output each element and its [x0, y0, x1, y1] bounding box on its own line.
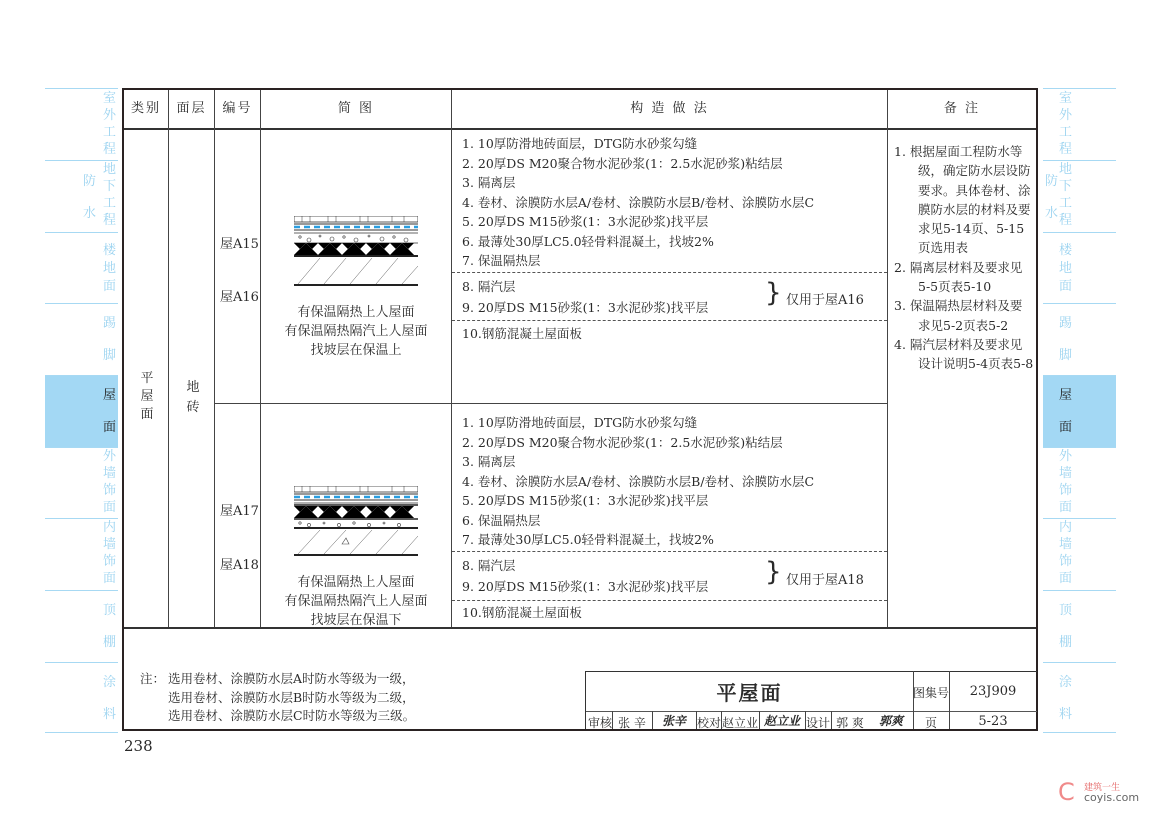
step: 2. 20厚DS M20聚合物水泥砂浆(1：2.5水泥砂浆)粘结层 [462, 155, 783, 171]
step: 5. 20厚DS M15砂浆(1：3水泥砂浆)找平层 [462, 493, 709, 508]
tab-coatings[interactable]: 涂 料 [45, 662, 118, 733]
header-code: 编号 [222, 101, 253, 116]
step: 4. 卷材、涂膜防水层A/卷材、涂膜防水层B/卷材、涂膜防水层C [462, 473, 815, 489]
col-divider [168, 90, 169, 627]
step: 7. 最薄处30厚LC5.0轻骨料混凝土，找坡2% [462, 532, 714, 547]
step: 1. 10厚防滑地砖面层，DTG防水砂浆勾缝 [462, 136, 698, 151]
col-divider [451, 90, 452, 627]
design-label: 设计 [806, 716, 831, 730]
tab-interior-wall-finish[interactable]: 内 墙 饰 面 [1043, 518, 1116, 590]
diagram-caption-a15-a16 [261, 303, 451, 360]
tab-floors[interactable]: 楼 地 面 [45, 232, 118, 303]
step: 6. 最薄处30厚LC5.0轻骨料混凝土，找坡2% [462, 233, 714, 249]
code-a18: 屋A18 [220, 558, 259, 573]
col-divider [214, 90, 215, 627]
step: 1. 10厚防滑地砖面层，DTG防水砂浆勾缝 [462, 415, 698, 430]
diagram-caption-a17-a18 [261, 573, 451, 630]
optional-note-a16: 仅用于屋A16 [786, 293, 864, 308]
step: 8. 隔汽层 [462, 558, 516, 573]
sheet-page-number: 5-23 [978, 714, 1008, 729]
construction-steps-a15-a16 [462, 134, 814, 271]
header-remarks: 备 注 [943, 101, 981, 116]
code-a17: 屋A17 [220, 504, 259, 519]
code-a16: 屋A16 [220, 290, 259, 305]
dashed-divider [452, 272, 887, 273]
category-cell: 平屋面 [140, 371, 154, 422]
footnote-line: 选用卷材、涂膜防水层B时防水等级为二级， [168, 689, 415, 705]
dashed-divider [452, 600, 887, 601]
checker-name: 赵立业 [722, 716, 759, 730]
tab-skirting[interactable]: 踢 脚 [45, 303, 118, 375]
drawing-title: 平屋面 [716, 681, 783, 705]
footnote-line: 选用卷材、涂膜防水层C时防水等级为三级。 [168, 708, 416, 723]
optional-steps-a17-a18 [462, 555, 708, 597]
tab-waterproofing-underground[interactable]: 防 水 地 下 工 程 [45, 160, 118, 232]
roof-section-diagram-a17-a18 [294, 486, 418, 558]
tab-coatings[interactable]: 涂 料 [1043, 662, 1116, 733]
tab-waterproofing-underground[interactable]: 防 水 地 下 工 程 [1043, 160, 1116, 232]
header-construction: 构 造 做 法 [630, 101, 709, 116]
tab-exterior-wall-finish[interactable]: 外 墙 饰 面 [45, 447, 118, 518]
tab-floors[interactable]: 楼 地 面 [1043, 232, 1116, 303]
step: 9. 20厚DS M15砂浆(1：3水泥砂浆)找平层 [462, 579, 709, 594]
step: 3. 隔离层 [462, 175, 516, 190]
brace-icon: } [765, 557, 782, 587]
remarks-list [894, 142, 1034, 374]
footnote-line: 选用卷材、涂膜防水层A时防水等级为一级， [168, 671, 415, 686]
step-last-a15-a16: 10.钢筋混凝土屋面板 [462, 326, 582, 341]
atlas-number: 23J909 [969, 684, 1017, 699]
header-diagram: 简 图 [337, 101, 375, 116]
checker-signature: 赵立业 [763, 714, 800, 728]
check-label: 校对 [697, 716, 722, 730]
caption-line: 找坡层在保温上 [310, 343, 402, 358]
title-block [585, 671, 1037, 729]
construction-steps-a17-a18 [462, 413, 814, 550]
remark-item: 2. 隔离层材料及要求见5-5页表5-10 [894, 259, 1023, 295]
step: 3. 隔离层 [462, 454, 516, 469]
drawing-sheet [122, 88, 1038, 731]
step: 7. 保温隔热层 [462, 253, 541, 268]
remark-item: 1. 根据屋面工程防水等级，确定防水层设防要求。具体卷材、涂膜防水层的材料及要求见5-14页、5-15页选用表 [894, 144, 1031, 256]
reviewer-name: 张 辛 [618, 716, 646, 730]
designer-name: 郭 爽 [836, 716, 864, 730]
review-label: 审核 [588, 716, 613, 730]
caption-line: 有保温隔热上人屋面 [297, 305, 415, 320]
footnote-prefix: 注： [140, 671, 166, 686]
optional-note-a18: 仅用于屋A18 [786, 573, 864, 588]
page-label: 页 [924, 716, 937, 730]
right-section-tabs [1043, 88, 1116, 733]
designer-signature: 郭爽 [878, 714, 903, 728]
tab-interior-wall-finish[interactable]: 内 墙 饰 面 [45, 518, 118, 590]
caption-line: 有保温隔热上人屋面 [297, 575, 415, 590]
tab-ceiling[interactable]: 顶 棚 [1043, 590, 1116, 662]
remark-item: 4. 隔汽层材料及要求见设计说明5-4页表5-8 [894, 336, 1034, 372]
watermark-domain: coyis.com [1084, 791, 1140, 804]
tab-outdoor-works[interactable]: 室 外 工 程 [1043, 88, 1116, 160]
tab-roof[interactable]: 屋 面 [45, 375, 118, 447]
optional-steps-a15-a16 [462, 276, 708, 318]
step: 4. 卷材、涂膜防水层A/卷材、涂膜防水层B/卷材、涂膜防水层C [462, 194, 815, 210]
caption-line: 找坡层在保温下 [310, 613, 402, 628]
step: 2. 20厚DS M20聚合物水泥砂浆(1：2.5水泥砂浆)粘结层 [462, 434, 783, 450]
caption-line: 有保温隔热隔汽上人屋面 [284, 594, 428, 609]
reviewer-signature: 张辛 [661, 714, 686, 728]
caption-line: 有保温隔热隔汽上人屋面 [284, 324, 428, 339]
step: 8. 隔汽层 [462, 279, 516, 294]
page-number: 238 [124, 737, 153, 755]
tab-ceiling[interactable]: 顶 棚 [45, 590, 118, 662]
tab-roof[interactable]: 屋 面 [1043, 375, 1116, 447]
header-category: 类别 [130, 101, 161, 116]
atlas-label: 图集号 [913, 686, 950, 700]
surface-cell: 地砖 [186, 380, 200, 415]
code-a15: 屋A15 [220, 237, 259, 252]
dashed-divider [452, 320, 887, 321]
left-section-tabs [45, 88, 118, 733]
tab-outdoor-works[interactable]: 室 外 工 程 [45, 88, 118, 160]
remark-item: 3. 保温隔热层材料及要求见5-2页表5-2 [894, 298, 1023, 333]
tb-line [652, 711, 653, 729]
roof-section-diagram-a15-a16 [294, 216, 418, 288]
footnote [168, 670, 415, 726]
row-divider [215, 403, 888, 404]
tb-line [612, 711, 613, 729]
tab-exterior-wall-finish[interactable]: 外 墙 饰 面 [1043, 447, 1116, 518]
logo-c-icon: C [1058, 778, 1075, 806]
step: 9. 20厚DS M15砂浆(1：3水泥砂浆)找平层 [462, 300, 709, 315]
step: 6. 保温隔热层 [462, 512, 541, 528]
col-divider [887, 90, 888, 627]
step-last-a17-a18: 10.钢筋混凝土屋面板 [462, 605, 582, 620]
tb-line [586, 671, 1037, 672]
brace-icon: } [765, 278, 782, 308]
header-surface: 面层 [176, 101, 207, 116]
step: 5. 20厚DS M15砂浆(1：3水泥砂浆)找平层 [462, 214, 709, 229]
dashed-divider [452, 551, 887, 552]
watermark-brand: 建筑一生 [1084, 783, 1121, 793]
tab-skirting[interactable]: 踢 脚 [1043, 303, 1116, 375]
